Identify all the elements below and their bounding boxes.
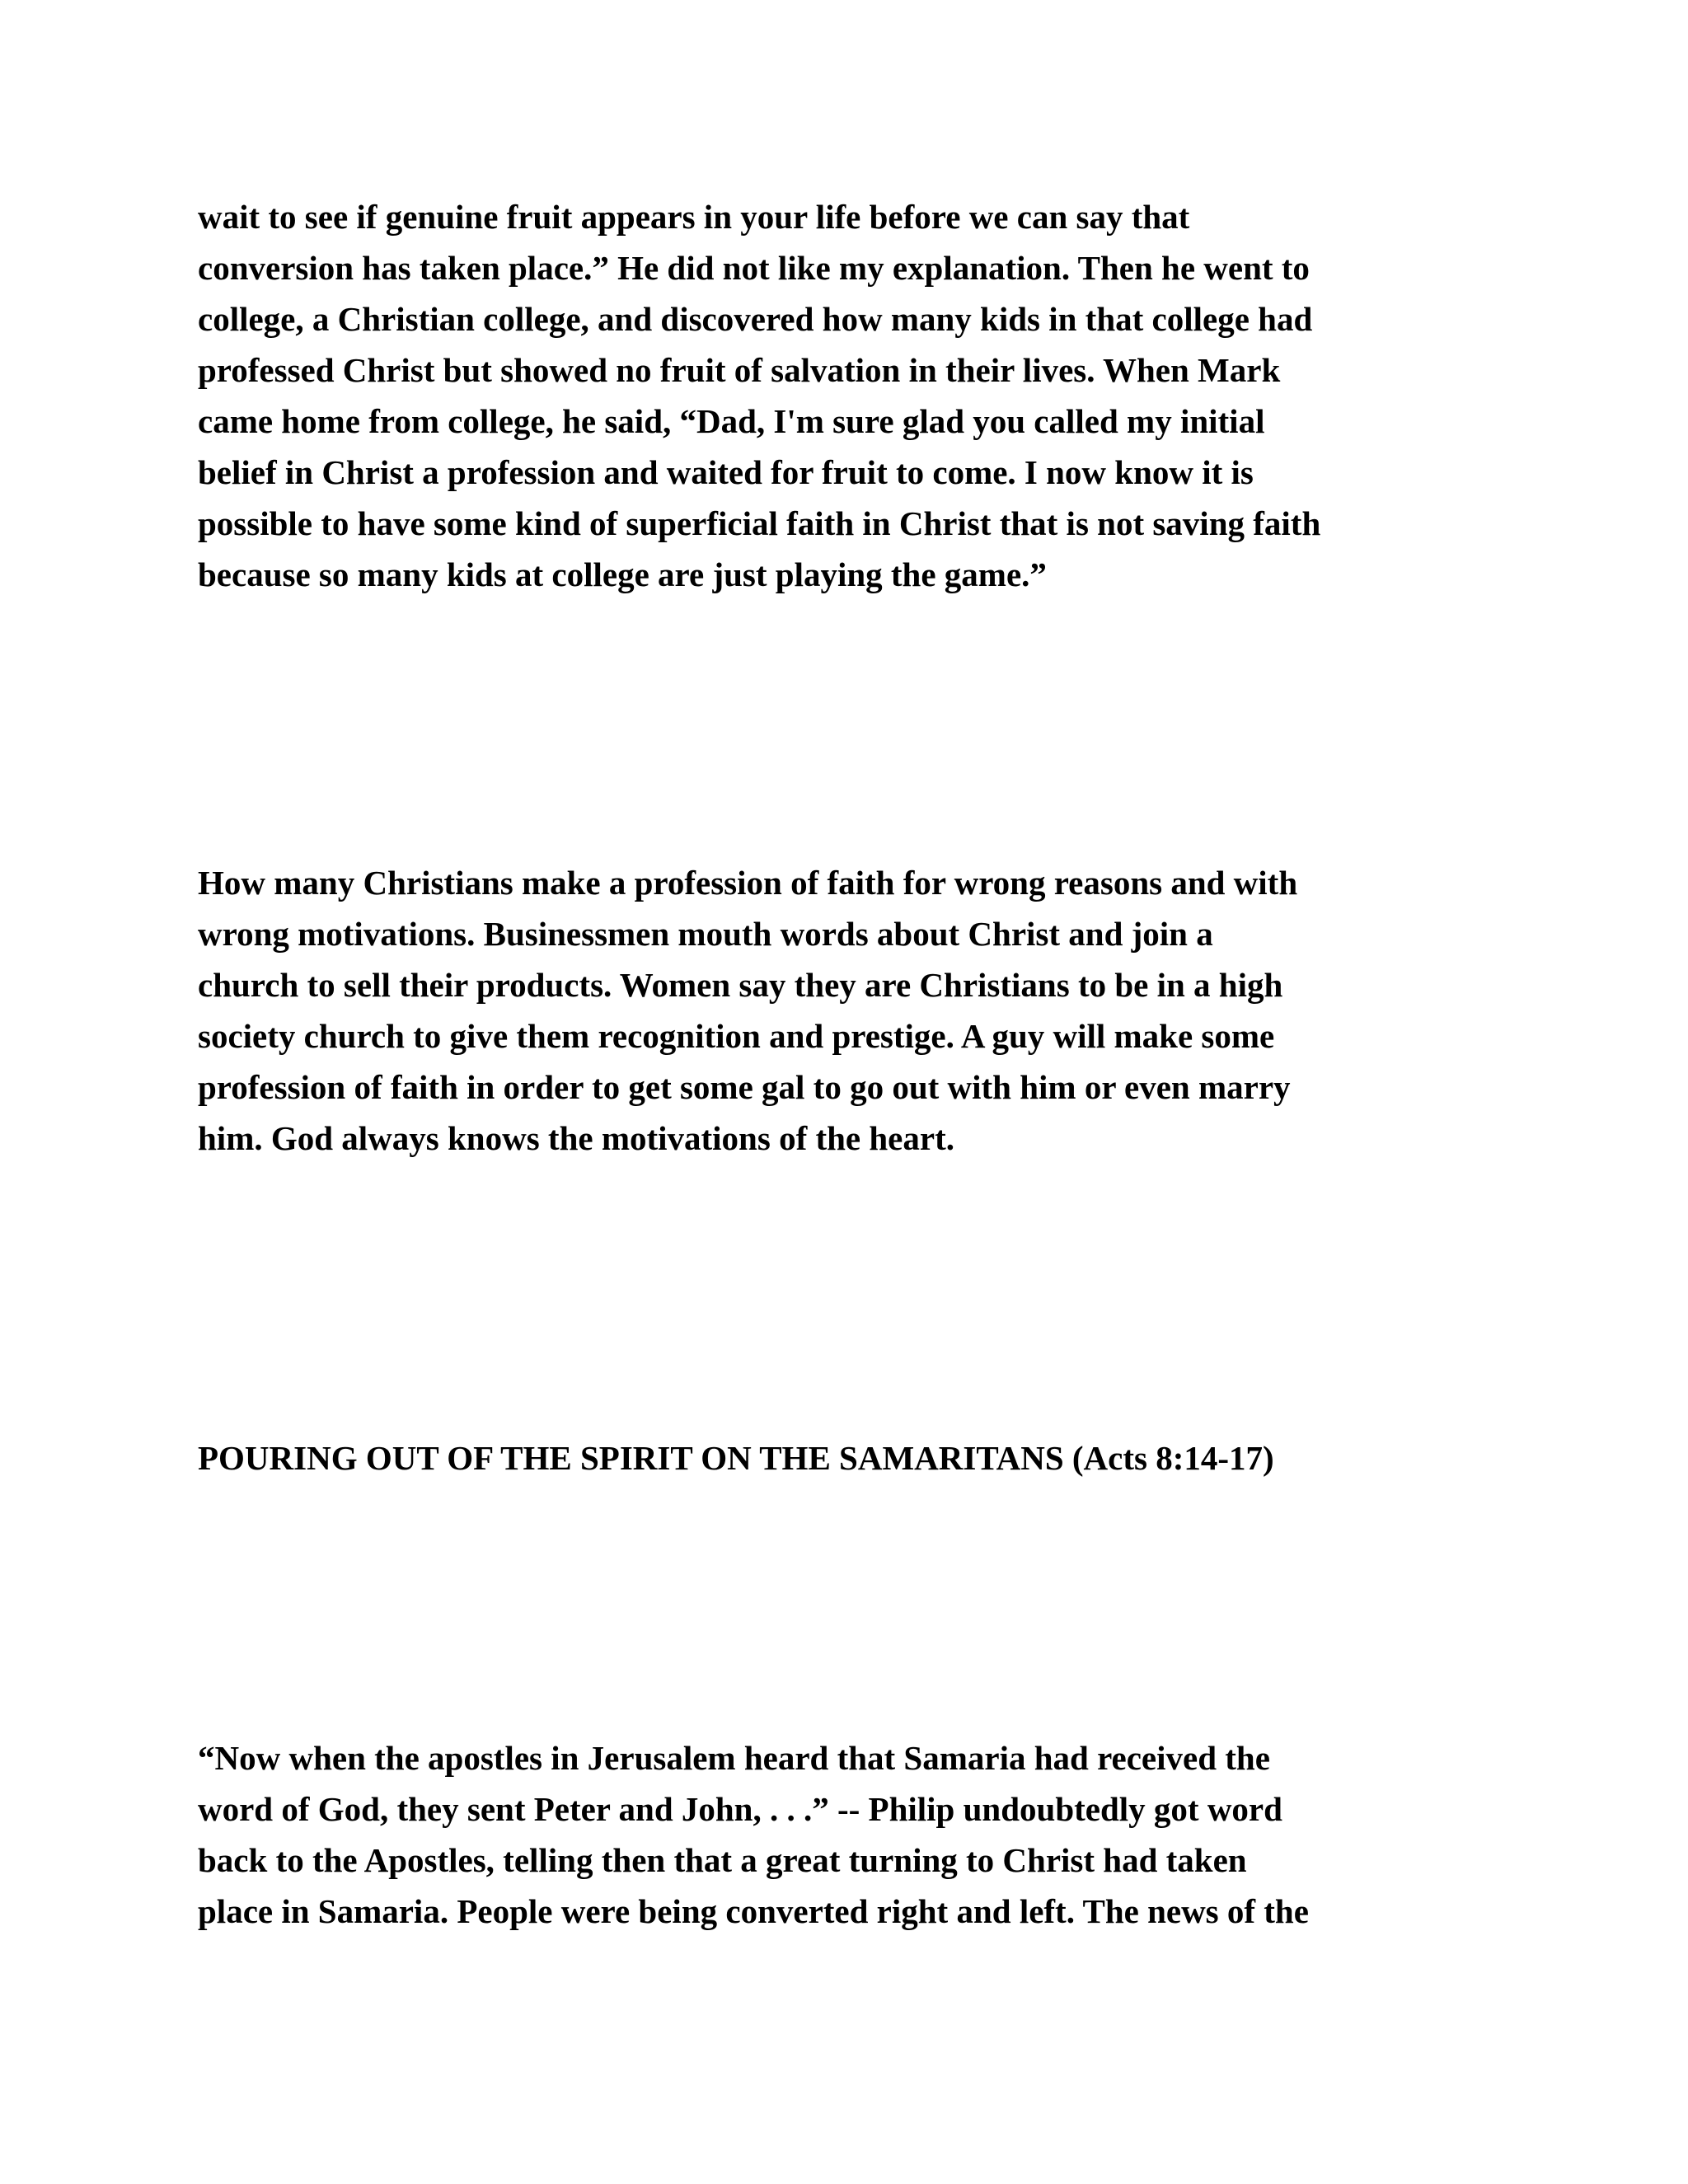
text-line: How many Christians make a profession of faith for wrong reasons and with: [198, 864, 1298, 902]
text-line: wrong motivations. Businessmen mouth words about Christ and join a: [198, 915, 1213, 953]
text-line: church to sell their products. Women say they are Christians to be in a high: [198, 966, 1283, 1004]
text-line: back to the Apostles, telling then that a great turning to Christ had taken: [198, 1841, 1247, 1879]
paragraph-wrong-motivations: [198, 857, 1484, 1164]
text-line: possible to have some kind of superficial faith in Christ that is not saving faith: [198, 504, 1321, 542]
paragraph-apostles-jerusalem: [198, 1732, 1484, 1937]
text-line: society church to give them recognition and prestige. A guy will make some: [198, 1017, 1275, 1055]
text-line: word of God, they sent Peter and John, . . .” -- Philip undoubtedly got word: [198, 1790, 1282, 1828]
paragraph-mark-college: [198, 191, 1484, 600]
text-line: college, a Christian college, and discovered how many kids in that college had: [198, 300, 1313, 338]
section-heading: [198, 1432, 1484, 1483]
text-line: profession of faith in order to get some gal to go out with him or even marry: [198, 1068, 1291, 1106]
text-line: came home from college, he said, “Dad, I'm sure glad you called my initial: [198, 402, 1265, 440]
text-line: belief in Christ a profession and waited for fruit to come. I now know it is: [198, 453, 1254, 491]
text-line: because so many kids at college are just playing the game.”: [198, 555, 1047, 593]
text-line: “Now when the apostles in Jerusalem heard that Samaria had received the: [198, 1739, 1270, 1777]
text-line: wait to see if genuine fruit appears in your life before we can say that: [198, 198, 1190, 236]
text-line: him. God always knows the motivations of the heart.: [198, 1119, 954, 1157]
text-line: conversion has taken place.” He did not like my explanation. Then he went to: [198, 249, 1310, 287]
text-line: place in Samaria. People were being converted right and left. The news of the: [198, 1892, 1309, 1930]
heading-text: POURING OUT OF THE SPIRIT ON THE SAMARITANS (Acts 8:14-17): [198, 1439, 1274, 1477]
text-line: professed Christ but showed no fruit of salvation in their lives. When Mark: [198, 351, 1281, 389]
